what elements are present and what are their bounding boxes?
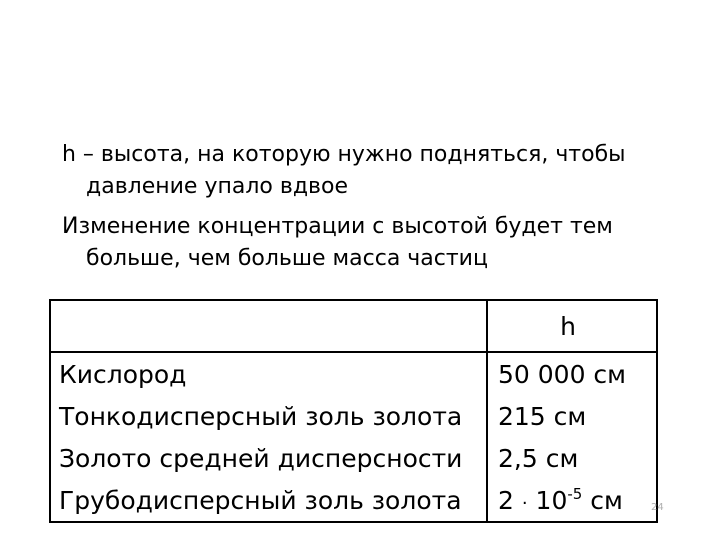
row-name: Грубодисперсный золь золота [50,479,487,522]
table-row [50,479,657,522]
table-row [50,395,657,437]
text-paragraph-height [62,139,626,203]
header-cell-h: h [487,300,657,352]
paragraph-line: h – высота, на которую нужно подняться, чтобы [62,142,626,167]
row-value: 2,5 см [487,437,657,479]
paragraph-line: Изменение концентрации с высотой будет тем [62,214,613,239]
value-exponent: -5 [567,484,583,503]
value-unit: см [590,485,623,515]
value-mantissa: 10 [535,485,568,515]
paragraph-line: больше, чем больше масса частиц [86,246,488,271]
table-row [50,437,657,479]
value-base: 2 [498,485,514,515]
height-table [49,299,658,523]
header-cell-name [50,300,487,352]
row-value [487,479,657,522]
row-name: Кислород [50,352,487,395]
paragraph-line: давление упало вдвое [86,174,349,199]
multiply-dot: · [521,492,528,514]
row-name: Тонкодисперсный золь золота [50,395,487,437]
text-paragraph-concentration [62,211,613,275]
row-value: 50 000 см [487,352,657,395]
row-value: 215 см [487,395,657,437]
page-number: 24 [651,502,664,513]
table-header-row [50,300,657,352]
table-row [50,352,657,395]
row-name: Золото средней дисперсности [50,437,487,479]
